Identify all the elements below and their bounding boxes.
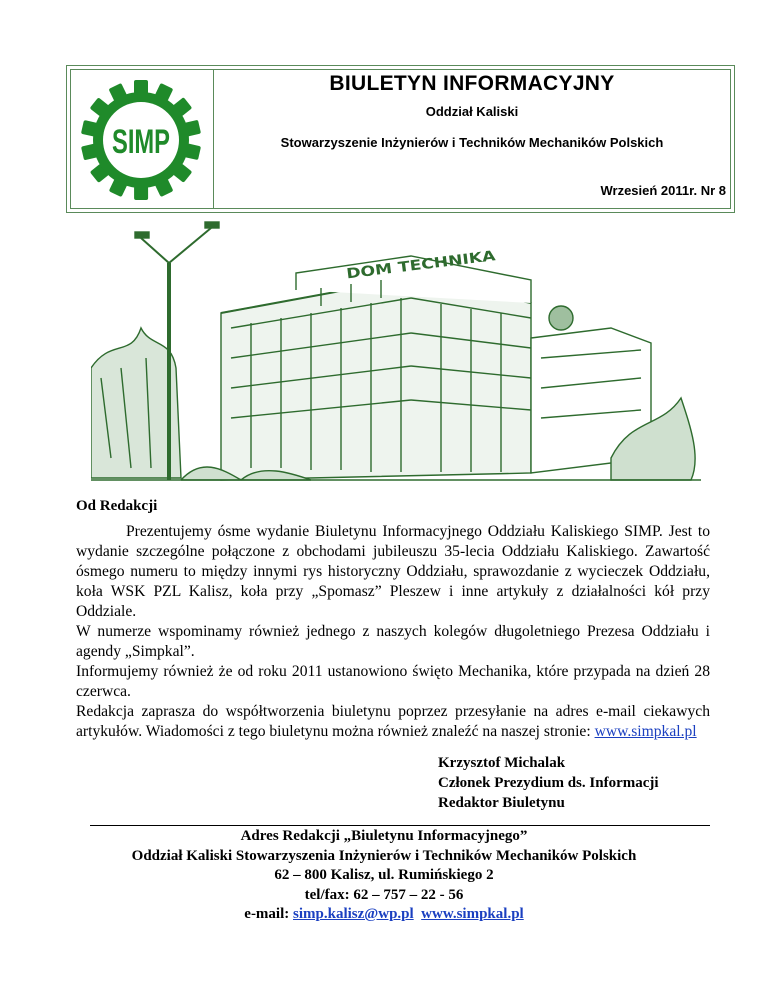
signature-position: Redaktor Biuletynu	[438, 795, 565, 811]
building-sign: DOM TECHNIKA	[345, 251, 469, 283]
editorial-heading: Od Redakcji	[76, 498, 158, 514]
issue-date: Wrzesień 2011r. Nr 8	[600, 183, 726, 198]
editorial-paragraph-4	[76, 702, 710, 742]
association-name: Stowarzyszenie Inżynierów i Techników Mechaników Polskich	[280, 135, 664, 150]
building-body	[221, 278, 531, 480]
dom-technika-illustration	[91, 218, 701, 494]
title-cell	[214, 70, 730, 208]
header-box	[66, 65, 735, 213]
website-link[interactable]: www.simpkal.pl	[594, 723, 697, 740]
footer-divider	[90, 825, 710, 826]
footer-line-1: Adres Redakcji „Biuletynu Informacyjnego”	[240, 828, 528, 844]
editorial-body	[76, 522, 710, 742]
footer-line-5	[60, 905, 708, 925]
signature-block	[438, 753, 659, 813]
editorial-paragraph-4-text: Redakcja zaprasza do współtworzenia biuletynu poprzez przesyłanie na adres e-mail ciekawych artykułów. Wiadomości z tego biuletynu można również znaleźć na naszej stronie:	[76, 703, 710, 740]
editorial-paragraph-1: Prezentujemy ósme wydanie Biuletynu Informacyjnego Oddziału Kaliskiego SIMP. Jest to wydanie szczególne połączone z obchodami jubileuszu 35-lecia Oddziału Kaliskiego. Zawartość ósmego numeru to między innymi rys historyczny Oddziału, sprawozdanie z wycieczek Oddziału, koła WSK PZL Kalisz, koła przy „Spomasz” Pleszew i inne artykuły z działalności kół przy Oddziale.	[76, 523, 710, 620]
footer-line-4: tel/fax: 62 – 757 – 22 - 56	[304, 886, 464, 903]
email-link[interactable]: simp.kalisz@wp.pl	[293, 906, 414, 922]
footer-website-link[interactable]: www.simpkal.pl	[421, 906, 524, 922]
signature-name: Krzysztof Michalak	[438, 755, 566, 771]
header-inner-frame	[70, 69, 731, 209]
footer-address	[60, 827, 708, 925]
branch-name: Oddział Kaliski	[425, 104, 519, 119]
bulletin-title: BIULETYN INFORMACYJNY	[329, 72, 615, 95]
logo-text: SIMP	[112, 123, 170, 161]
footer-line-3: 62 – 800 Kalisz, ul. Rumińskiego 2	[274, 867, 494, 883]
editorial-paragraph-3: Informujemy również że od roku 2011 ustanowiono święto Mechanika, które przypada na dzień 28 czerwca.	[76, 663, 710, 700]
logo-cell	[71, 70, 214, 208]
email-label: e-mail:	[244, 906, 294, 922]
simp-gear-logo	[79, 78, 203, 202]
signature-role: Członek Prezydium ds. Informacji	[438, 775, 659, 791]
footer-line-2: Oddział Kaliski Stowarzyszenia Inżynierów i Techników Mechaników Polskich	[131, 847, 637, 864]
editorial-paragraph-2: W numerze wspominamy również jednego z naszych kolegów długoletniego Prezesa Oddziału i agendy „Simpkal”.	[76, 623, 710, 660]
